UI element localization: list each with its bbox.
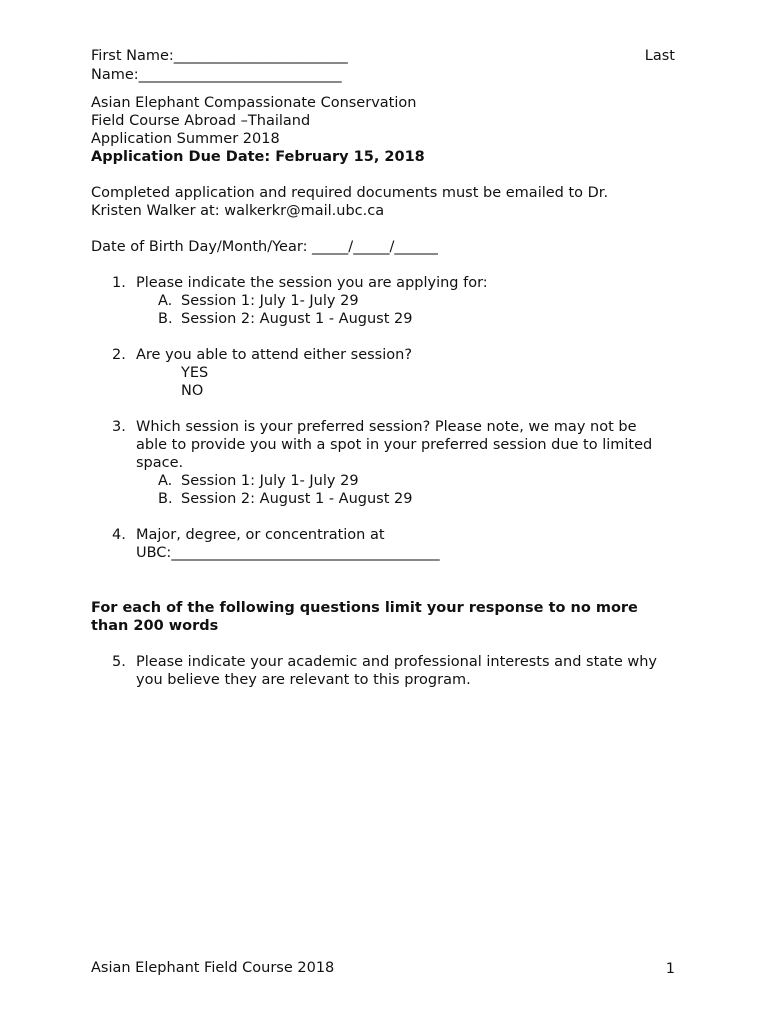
question-3-option-b[interactable]: Session 2: August 1 - August 29	[181, 491, 413, 507]
last-name-label: Last	[644, 48, 675, 64]
question-5-text-line-2: you believe they are relevant to this program.	[136, 672, 471, 688]
question-1-option-b-letter: B.	[158, 311, 173, 327]
question-3-text-line-2: able to provide you with a spot in your preferred session due to limited	[136, 437, 653, 453]
first-name-field[interactable]: First Name:________________________	[91, 48, 348, 64]
question-1-option-a[interactable]: Session 1: July 1- July 29	[181, 293, 359, 309]
last-name-field[interactable]: Name:____________________________	[91, 67, 342, 83]
question-1-option-b[interactable]: Session 2: August 1 - August 29	[181, 311, 413, 327]
question-2-text: Are you able to attend either session?	[136, 347, 413, 363]
footer-title: Asian Elephant Field Course 2018	[91, 960, 335, 976]
question-3-text-line-3: space.	[136, 455, 184, 471]
title-line-1: Asian Elephant Compassionate Conservation	[91, 95, 417, 111]
question-5-text-line-1: Please indicate your academic and professional interests and state why	[136, 654, 658, 670]
question-5-number: 5.	[112, 654, 126, 670]
due-date-heading: Application Due Date: February 15, 2018	[91, 149, 425, 165]
question-3-option-a[interactable]: Session 1: July 1- July 29	[181, 473, 359, 489]
question-2-answer-yes[interactable]: YES	[181, 365, 209, 381]
question-4-text: Major, degree, or concentration at	[136, 527, 385, 543]
question-3-option-b-letter: B.	[158, 491, 173, 507]
question-1-number: 1.	[112, 275, 126, 291]
question-4-answer-field[interactable]: UBC:_____________________________________	[136, 545, 440, 561]
word-limit-note-line-1: For each of the following questions limit your response to no more	[91, 600, 638, 616]
instructions-line-2: Kristen Walker at: walkerkr@mail.ubc.ca	[91, 203, 385, 219]
question-1-option-a-letter: A.	[158, 293, 173, 309]
question-2-answer-no[interactable]: NO	[181, 383, 204, 399]
instructions-line-1: Completed application and required documents must be emailed to Dr.	[91, 185, 609, 201]
title-line-2: Field Course Abroad –Thailand	[91, 113, 311, 129]
question-1-text: Please indicate the session you are applying for:	[136, 275, 488, 291]
question-3-option-a-letter: A.	[158, 473, 173, 489]
question-3-text-line-1: Which session is your preferred session? Please note, we may not be	[136, 419, 637, 435]
question-4-number: 4.	[112, 527, 126, 543]
word-limit-note-line-2: than 200 words	[91, 618, 219, 634]
date-of-birth-field[interactable]: Date of Birth Day/Month/Year: _____/_____/______	[91, 239, 438, 255]
question-3-number: 3.	[112, 419, 126, 435]
page-number: 1	[665, 961, 675, 977]
title-line-3: Application Summer 2018	[91, 131, 280, 147]
question-2-number: 2.	[112, 347, 126, 363]
